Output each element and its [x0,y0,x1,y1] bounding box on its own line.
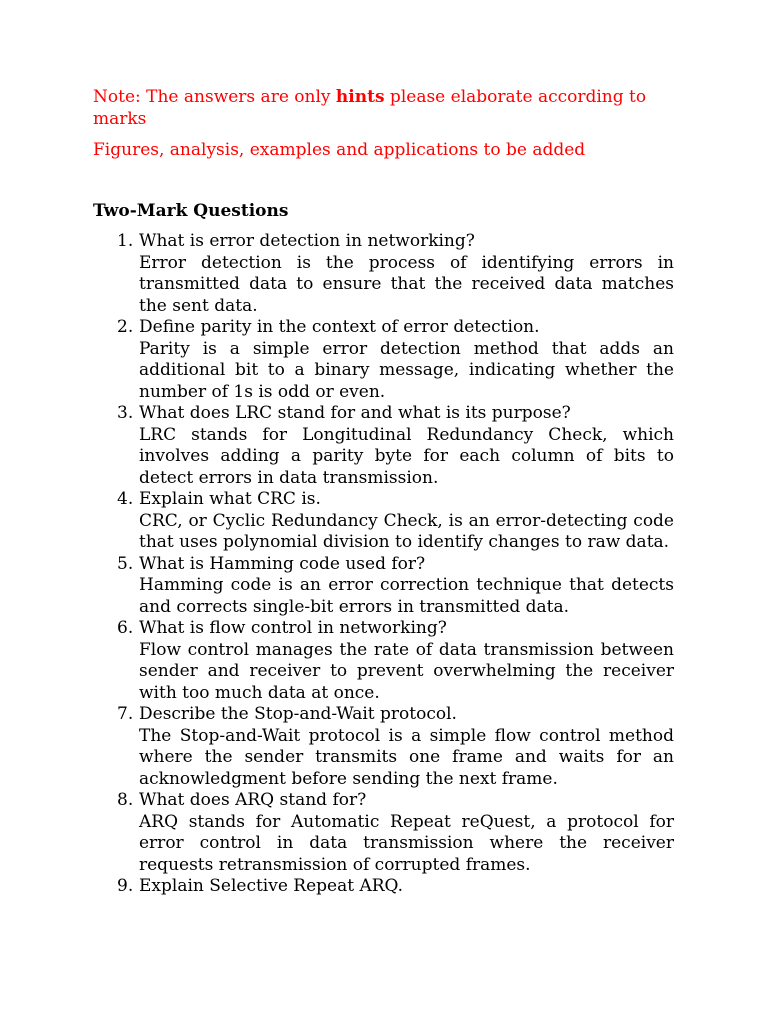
answer-text: ARQ stands for Automatic Repeat reQuest, a protocol for error control in data transmission where the receiver requests retransmission of corrupted frames. [139,811,674,875]
question-item [93,790,674,876]
question-text: What is Hamming code used for? [139,553,426,574]
question-item [93,317,674,403]
question-item [93,231,674,317]
answer-text: The Stop-and-Wait protocol is a simple flow control method where the sender transmits one frame and waits for an acknowledgment before sending the next frame. [139,725,674,789]
question-number: 3. [117,403,134,423]
answer-text: LRC stands for Longitudinal Redundancy Check, which involves adding a parity byte for each column of bits to detect errors in data transmission. [139,424,674,488]
question-text: What is flow control in networking? [139,618,447,638]
note-prefix: Note: The answers are only [93,87,336,107]
question-text: Define parity in the context of error detection. [139,317,540,337]
question-item [93,489,674,554]
answer-text: Hamming code is an error correction technique that detects and corrects single-bit errors in transmitted data. [139,575,674,617]
question-item [93,618,674,704]
question-item [93,403,674,489]
question-number: 8. [117,790,134,810]
question-text: Describe the Stop-and-Wait protocol. [139,704,457,724]
question-number: 4. [117,489,134,509]
question-text: What does ARQ stand for? [139,790,367,810]
question-text: Explain Selective Repeat ARQ. [139,876,404,896]
question-number: 9. [117,876,134,896]
hint-note [93,86,673,130]
question-number: 5. [117,553,134,574]
question-number: 6. [117,618,134,638]
section-title: Two-Mark Questions [93,201,289,221]
question-item [93,554,674,619]
answer-text: Flow control manages the rate of data transmission between sender and receiver to prevent overwhelming the receiver with too much data at once. [139,639,674,703]
question-list [93,231,674,898]
question-text: What does LRC stand for and what is its purpose? [139,403,571,423]
question-number: 7. [117,704,134,724]
note-emphasis: hints [335,87,385,107]
question-item [93,876,674,898]
answer-text: Error detection is the process of identifying errors in transmitted data to ensure that the received data matches the sent data. [139,252,674,316]
question-number: 1. [117,231,134,251]
question-item [93,704,674,790]
answer-text: Parity is a simple error detection method that adds an additional bit to a binary message, indicating whether the number of 1s is odd or even. [139,338,674,402]
question-text: What is error detection in networking? [139,231,475,251]
question-text: Explain what CRC is. [139,489,321,509]
question-number: 2. [117,317,134,337]
figures-note: Figures, analysis, examples and applications to be added [93,140,586,160]
note-suffix: please elaborate according to marks [93,87,647,129]
answer-text: CRC, or Cyclic Redundancy Check, is an error-detecting code that uses polynomial division to identify changes to raw data. [139,510,674,552]
